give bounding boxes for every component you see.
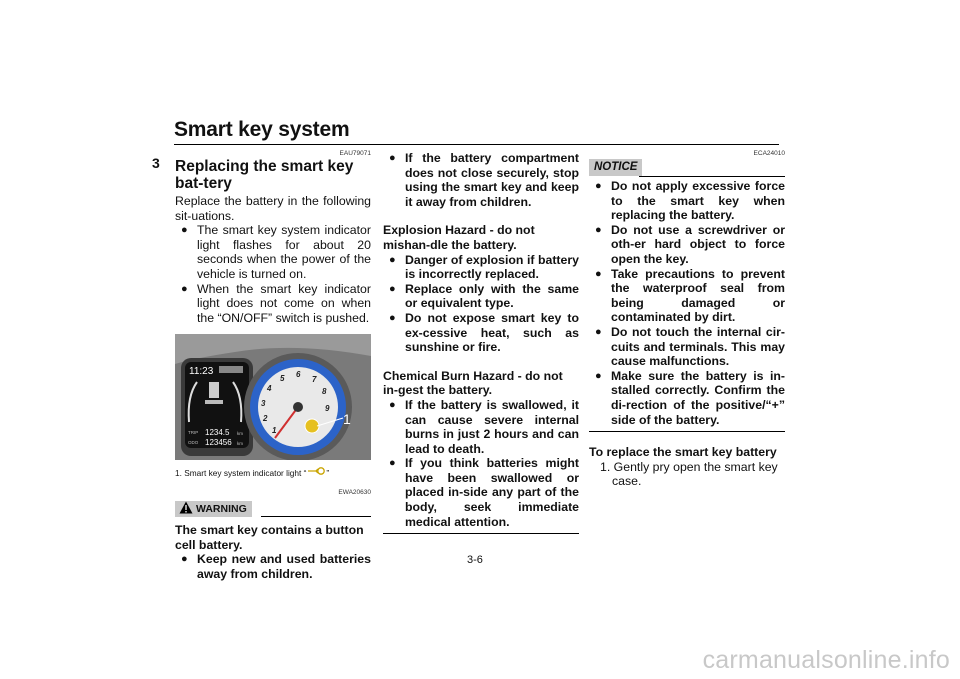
dial-number: 2 — [263, 414, 268, 424]
procedure-steps — [589, 460, 785, 489]
list-item: ● If the battery is swallowed, it can cause severe internal burns in just 2 hours and can lead to death. — [383, 398, 579, 456]
dial-number: 8 — [322, 387, 327, 397]
dial-number: 5 — [280, 374, 285, 384]
warning-list — [175, 552, 371, 581]
caption-end: ” — [326, 468, 330, 479]
list-item: ● If the battery compartment does not close securely, stop using the smart key and keep it away from children. — [383, 151, 579, 209]
list-item: ● Make sure the battery is in-stalled correctly. Confirm the di-rection of the positive/“+” side of the battery. — [589, 369, 785, 427]
dial-number: 7 — [312, 375, 317, 385]
list-item: ● If you think batteries might have been swallowed or placed in-side any part of the body, seek immediate medical attention. — [383, 456, 579, 529]
figure-caption — [175, 466, 371, 481]
warning-badge — [175, 501, 252, 517]
indicator-light — [305, 419, 319, 433]
section-title: Replacing the smart key bat-tery — [175, 158, 354, 192]
dial-number: 1 — [272, 426, 277, 436]
warning-header — [175, 501, 371, 519]
warning-code: EWA20630 — [338, 488, 371, 496]
dial-number: 9 — [325, 404, 330, 414]
list-item: ● Danger of explosion if battery is incorrectly replaced. — [383, 253, 579, 282]
notice-code: ECA24010 — [753, 150, 785, 157]
situation-list — [175, 223, 371, 325]
column-1 — [175, 150, 371, 581]
list-item: ● Do not expose smart key to ex-cessive heat, such as sunshine or fire. — [383, 311, 579, 355]
explosion-list — [383, 253, 579, 355]
header-rule — [174, 144, 779, 145]
clock-readout: 11:23 — [189, 366, 214, 378]
notice-header — [589, 159, 785, 179]
page-title: Smart key system — [174, 118, 350, 141]
step-item: 1. Gently pry open the smart key case. — [600, 459, 778, 489]
dial-number: 6 — [296, 370, 301, 380]
intro-text: Replace the battery in the following sit-uations. — [175, 194, 371, 223]
list-item: ● Take precautions to prevent the waterproof seal from being damaged or contaminated by dirt. — [589, 267, 785, 325]
page-number: 3-6 — [467, 554, 483, 566]
column-2 — [383, 151, 579, 534]
callout-number: 1 — [343, 411, 351, 428]
warning-label: WARNING — [196, 502, 247, 515]
meter-illustration — [175, 334, 371, 460]
watermark: carmanualsonline.info — [702, 646, 950, 674]
chapter-number: 3 — [152, 155, 160, 171]
list-item: ● When the smart key indicator light does not come on when the “ON/OFF” switch is pushed. — [175, 282, 371, 326]
odo-readout: 123456 — [205, 438, 232, 448]
list-item: ● Keep new and used batteries away from children. — [175, 552, 371, 581]
trip-unit: km — [237, 431, 243, 437]
explosion-heading: Explosion Hazard - do not mishan-dle the battery. — [383, 223, 535, 252]
instrument-panel-figure — [175, 334, 371, 460]
list-item: ● Replace only with the same or equivalent type. — [383, 282, 579, 311]
notice-rule — [639, 176, 785, 177]
dial-number: 3 — [261, 399, 266, 409]
dial-number: 4 — [267, 384, 272, 394]
chemical-list — [383, 398, 579, 529]
notice-list — [589, 179, 785, 427]
odo-label: ODO — [188, 440, 199, 446]
list-item: ● Do not use a screwdriver or oth-er hard object to force open the key. — [589, 223, 785, 267]
list-item: ● The smart key system indicator light flashes for about 20 seconds when the power of the vehicle is turned on. — [175, 223, 371, 281]
list-item: ● Do not apply excessive force to the smart key when replacing the battery. — [589, 179, 785, 223]
odo-unit: km — [237, 441, 243, 447]
section-code: EAU79071 — [339, 150, 371, 157]
warning-triangle-icon — [179, 501, 193, 514]
warning-list-continued — [383, 151, 579, 209]
warning-end-rule — [383, 533, 579, 534]
warning-rule — [261, 516, 371, 517]
notice-badge: NOTICE — [589, 159, 642, 176]
column-3 — [589, 150, 785, 489]
smart-key-indicator-icon — [306, 466, 326, 476]
trip-readout: 1234.5 — [205, 428, 230, 438]
procedure-heading: To replace the smart key battery — [589, 445, 777, 460]
page-header — [174, 118, 779, 142]
chemical-heading: Chemical Burn Hazard - do not in-gest the battery. — [383, 368, 563, 398]
warning-text: The smart key contains a button cell battery. — [175, 522, 364, 552]
caption-text: 1. Smart key system indicator light “ — [175, 468, 307, 479]
list-item: ● Do not touch the internal cir-cuits and terminals. This may cause malfunctions. — [589, 325, 785, 369]
trip-label: TRIP — [188, 430, 199, 436]
notice-end-rule — [589, 431, 785, 432]
